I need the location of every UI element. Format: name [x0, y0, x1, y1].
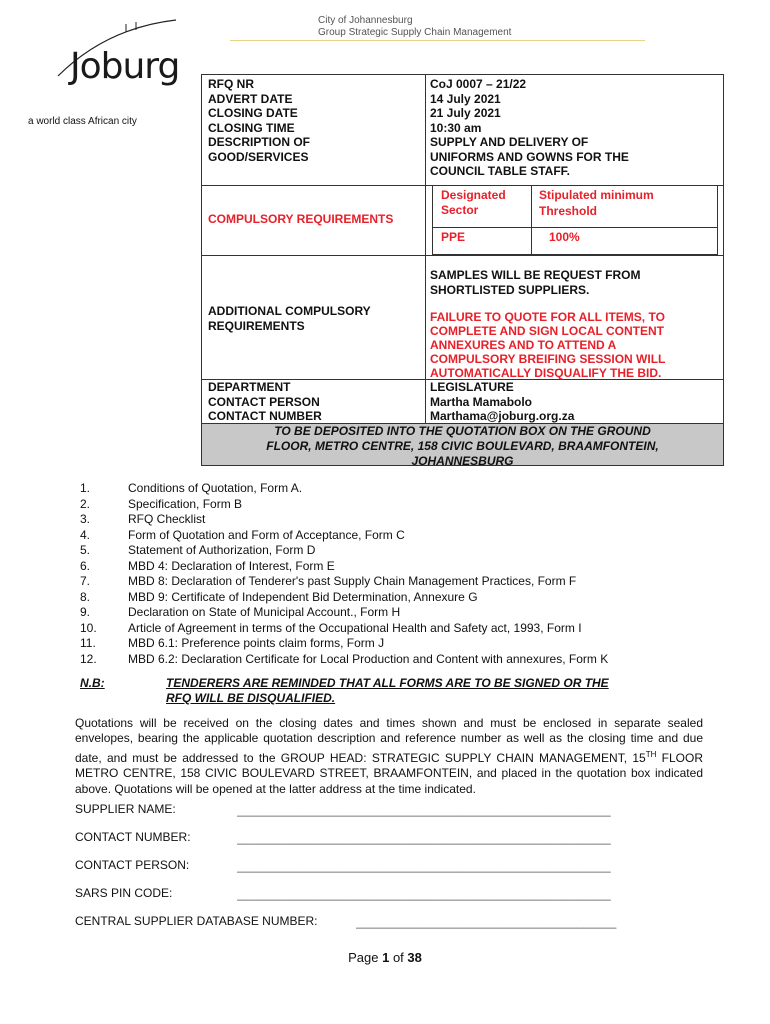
- advert-date-value: 14 July 2021: [430, 91, 501, 106]
- deposit-instructions: JOHANNESBURG: [411, 454, 514, 468]
- samples-note: SAMPLES WILL BE REQUEST FROM: [430, 268, 641, 282]
- contact-number-field-label: CONTACT NUMBER:: [75, 830, 191, 844]
- contact-person-field-label: CONTACT PERSON:: [75, 858, 190, 872]
- closing-date-label: CLOSING DATE: [208, 106, 298, 120]
- table-divider: [425, 75, 426, 423]
- threshold-subtable: [432, 185, 718, 255]
- additional-requirements-label: REQUIREMENTS: [208, 318, 305, 333]
- nb-warning: TENDERERS ARE REMINDED THAT ALL FORMS ARE TO BE SIGNED OR THE: [166, 676, 609, 690]
- sector-header: Designated: [441, 188, 506, 202]
- rfq-number-label: RFQ NR: [208, 77, 254, 91]
- deposit-instructions: TO BE DEPOSITED INTO THE QUOTATION BOX ON THE GROUND: [274, 424, 651, 438]
- contact-person-field[interactable]: ________________________________________________________: [237, 859, 611, 873]
- rfq-details-table: [201, 74, 724, 466]
- header-org-name: City of Johannesburg: [318, 15, 413, 26]
- sector-header: Sector: [441, 202, 479, 217]
- description-label: GOOD/SERVICES: [208, 149, 309, 164]
- logo-tagline: a world class African city: [28, 116, 137, 127]
- description-label: DESCRIPTION OF: [208, 135, 311, 149]
- supplier-name-field[interactable]: ________________________________________________________: [237, 803, 611, 817]
- nb-warning: RFQ WILL BE DISQUALIFIED.: [166, 691, 336, 705]
- csd-number-label: CENTRAL SUPPLIER DATABASE NUMBER:: [75, 914, 318, 928]
- department-value: LEGISLATURE: [430, 380, 514, 394]
- sars-pin-field[interactable]: ________________________________________________________: [237, 887, 611, 901]
- forms-list: 1. Conditions of Quotation, Form A. 2. Specification, Form B 3. RFQ Checklist 4. Form of Quotation and Form of Acceptance, Form C 5. Statement of Authorization, Form D 6. MBD 4: Declaration of Interest, Form E 7. MBD 8: Declaration of Tenderer's past Supply Chain Management Practices, Form F 8. MBD 9: Certificate of Independent Bid Determination, Annexure G 9. Declaration on State of Municipal Account., Form H 10. Article of Agreement in terms of the Occupational Health and Safety act, 1993, Form I 11. MBD 6.1: Preference points claim forms, Form J 12. MBD 6.2: Declaration Certificate for Local Production and Content with annexures, Form K: [80, 481, 609, 666]
- csd-number-field[interactable]: _______________________________________: [356, 915, 617, 929]
- contact-person-value: Martha Mamabolo: [430, 394, 533, 409]
- logo-wordmark: Joburg: [70, 46, 180, 87]
- samples-note: SHORTLISTED SUPPLIERS.: [430, 282, 590, 297]
- deposit-instructions: FLOOR, METRO CENTRE, 158 CIVIC BOULEVARD, BRAAMFONTEIN,: [266, 439, 659, 453]
- deposit-instructions-band: [202, 424, 723, 468]
- submission-instructions: Quotations will be received on the closing dates and times shown and must be enclosed in separate sealed envelopes, bearing the applicable quotation description and reference number as well as the closing time and due date, and must be addressed to the GROUP HEAD: STRATEGIC SUPPLY CHAIN MANAGEMENT, 15TH FLOOR METRO CENTRE, 158 CIVIC BOULEVARD STREET, BRAAMFONTEIN, and placed in the quotation box indicated above. Quotations will be opened at the latter address at the time indicated.: [75, 716, 703, 796]
- threshold-value: 100%: [549, 230, 580, 244]
- header-department-name: Group Strategic Supply Chain Management: [318, 27, 512, 38]
- nb-label: N.B:: [80, 676, 105, 690]
- advert-date-label: ADVERT DATE: [208, 91, 293, 106]
- disqualification-warning: FAILURE TO QUOTE FOR ALL ITEMS, TO: [430, 310, 665, 324]
- disqualification-warning: AUTOMATICALLY DISQUALIFY THE BID.: [430, 366, 662, 380]
- threshold-header: Threshold: [539, 203, 598, 218]
- contact-number-label: CONTACT NUMBER: [208, 409, 322, 423]
- additional-requirements-label: ADDITIONAL COMPULSORY: [208, 304, 371, 318]
- closing-time-value: 10:30 am: [430, 120, 482, 135]
- disqualification-warning: COMPLETE AND SIGN LOCAL CONTENT: [430, 324, 664, 338]
- description-value: UNIFORMS AND GOWNS FOR THE: [430, 149, 629, 164]
- page-number: Page 1 of 38: [348, 950, 422, 965]
- description-value: SUPPLY AND DELIVERY OF: [430, 135, 589, 149]
- sars-pin-label: SARS PIN CODE:: [75, 886, 173, 900]
- threshold-header: Stipulated minimum: [539, 188, 654, 202]
- description-value: COUNCIL TABLE STAFF.: [430, 164, 570, 178]
- contact-number-field[interactable]: ________________________________________________________: [237, 831, 611, 845]
- disqualification-warning: ANNEXURES AND TO ATTEND A: [430, 338, 617, 352]
- table-rule: [202, 255, 723, 256]
- closing-date-value: 21 July 2021: [430, 106, 501, 120]
- sector-value: PPE: [441, 230, 466, 244]
- closing-time-label: CLOSING TIME: [208, 120, 295, 135]
- rfq-number-value: CoJ 0007 – 21/22: [430, 77, 527, 91]
- disqualification-warning: COMPULSORY BREIFING SESSION WILL: [430, 352, 666, 366]
- department-label: DEPARTMENT: [208, 380, 291, 394]
- supplier-name-label: SUPPLIER NAME:: [75, 802, 176, 816]
- contact-person-label: CONTACT PERSON: [208, 394, 320, 409]
- header-rule: [230, 40, 645, 41]
- contact-email-value: Marthama@joburg.org.za: [430, 409, 575, 423]
- compulsory-requirements-label: COMPULSORY REQUIREMENTS: [208, 212, 394, 226]
